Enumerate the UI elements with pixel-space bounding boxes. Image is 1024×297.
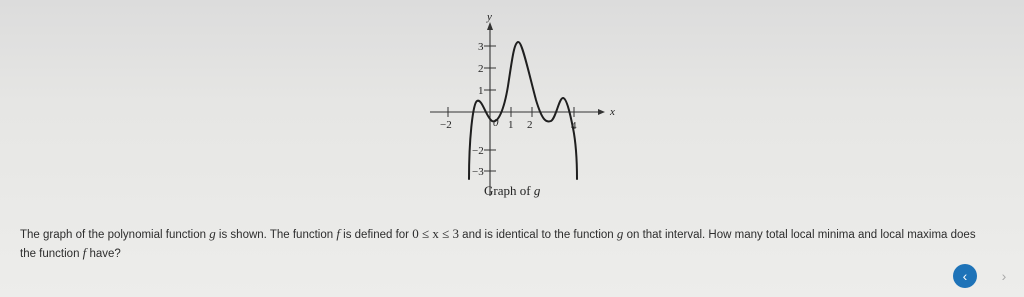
question-part: and is identical to the function <box>458 229 617 241</box>
question-part: on that interval. How many total local minima and local maxima does the function <box>20 229 976 260</box>
caption-prefix: Graph of <box>484 183 531 198</box>
interval-inequality: 0 ≤ x ≤ 3 <box>412 226 459 241</box>
x-axis-label: x <box>610 106 615 118</box>
y-axis-label: y <box>487 11 492 23</box>
question-text <box>20 225 980 263</box>
x-axis-arrow <box>598 109 605 115</box>
chevron-left-icon: ‹ <box>962 268 968 284</box>
y-tick-label: −3 <box>472 166 484 178</box>
graph-caption <box>484 183 540 199</box>
next-button[interactable] <box>992 264 1016 288</box>
chevron-right-icon: › <box>1001 268 1007 284</box>
question-part: is shown. The function <box>215 229 337 241</box>
function-g-symbol: g <box>209 226 216 241</box>
caption-variable: g <box>533 183 541 198</box>
y-tick-label: −2 <box>472 145 484 157</box>
question-part: have? <box>86 248 121 260</box>
question-part: The graph of the polynomial function <box>20 229 210 241</box>
x-tick-label: 4 <box>571 120 577 132</box>
curve-g <box>469 42 577 179</box>
question-part: is defined for <box>339 229 413 241</box>
y-tick-label: 3 <box>478 41 484 53</box>
x-tick-label: 2 <box>527 119 533 131</box>
y-tick-label: 1 <box>478 85 484 97</box>
function-f-symbol: f <box>82 245 87 260</box>
graph-figure <box>420 8 620 208</box>
x-tick-label: 0 <box>493 117 499 129</box>
previous-button[interactable] <box>953 264 977 288</box>
y-tick-label: 2 <box>478 63 484 75</box>
graph-of-g <box>420 8 620 208</box>
x-tick-label: −2 <box>440 119 452 131</box>
y-axis-arrow <box>487 22 493 30</box>
function-g-symbol: g <box>616 226 624 241</box>
x-tick-label: 1 <box>508 119 514 131</box>
function-f-symbol: f <box>336 226 340 241</box>
